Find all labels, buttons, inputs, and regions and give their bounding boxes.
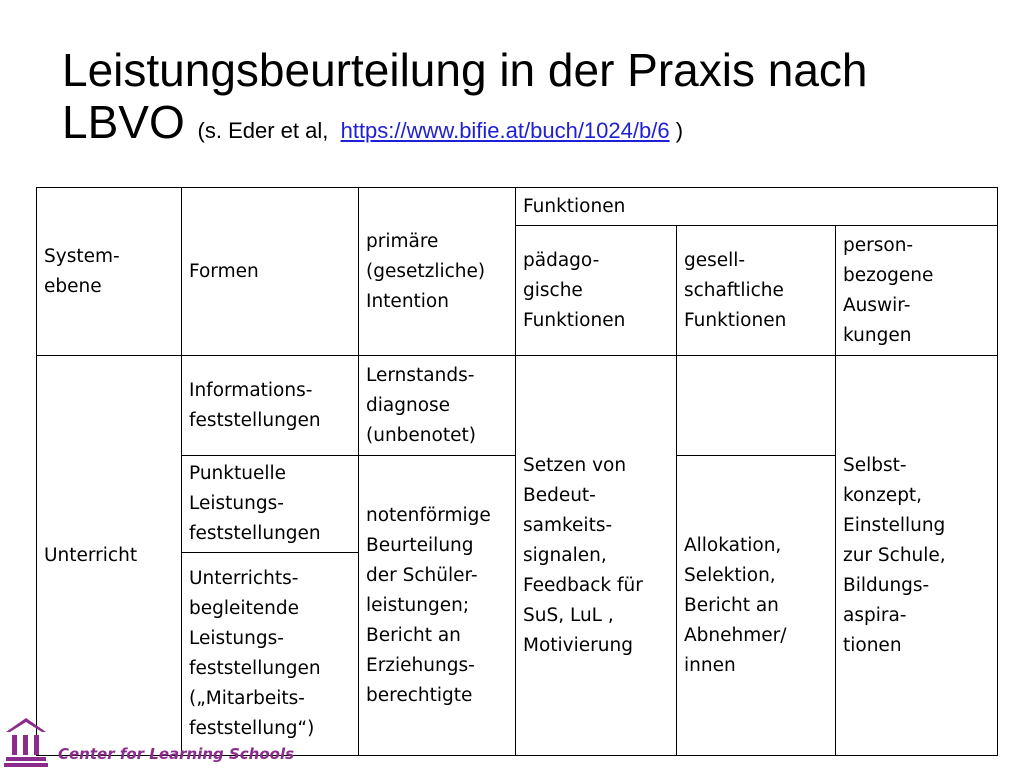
source-citation — [198, 118, 684, 143]
header-systemebene: System- ebene — [37, 188, 182, 356]
cell-intention-notenfoermige-beurteilung: notenförmige Beurteilung der Schüler- leistungen; Bericht an Erziehungs- berechtigte — [359, 456, 516, 756]
header-paedagogische-funktionen: pädago- gische Funktionen — [516, 226, 677, 356]
cell-gesellschaftliche-funktionen: Allokation, Selektion, Bericht an Abnehmer/ innen — [677, 456, 836, 756]
header-personbezogene-auswirkungen: person- bezogene Auswir- kungen — [836, 226, 998, 356]
source-prefix: (s. Eder et al, — [197, 118, 329, 143]
cell-systemebene-unterricht: Unterricht — [37, 356, 182, 756]
cell-personbezogene-auswirkungen: Selbst- konzept, Einstellung zur Schule, Bildungs- aspira- tionen — [836, 356, 998, 756]
source-suffix: ) — [675, 118, 684, 143]
cell-form-punktuelle-leistungsfeststellungen: Punktuelle Leistungs- feststellungen — [182, 456, 359, 553]
title-line-2: LBVO — [62, 96, 185, 148]
header-intention: primäre (gesetzliche) Intention — [359, 188, 516, 356]
cell-intention-lernstandsdiagnose: Lernstands- diagnose (unbenotet) — [359, 356, 516, 456]
cell-form-informationsfeststellungen: Informations- feststellungen — [182, 356, 359, 456]
slide-title — [62, 44, 1002, 157]
header-gesellschaftliche-funktionen: gesell- schaftliche Funktionen — [677, 226, 836, 356]
logo-text: Center for Learning Schools — [58, 745, 295, 763]
school-building-icon — [2, 712, 50, 768]
source-link[interactable]: https://www.bifie.at/buch/1024/b/6 — [340, 118, 670, 143]
header-formen: Formen — [182, 188, 359, 356]
title-line-1: Leistungsbeurteilung in der Praxis nach — [62, 44, 868, 96]
cell-paedagogische-funktionen: Setzen von Bedeut- samkeits- signalen, Feedback für SuS, LuL , Motivierung — [516, 356, 677, 756]
header-funktionen: Funktionen — [516, 188, 998, 226]
assessment-table — [36, 187, 998, 756]
cell-gesellschaftliche-empty — [677, 356, 836, 456]
cell-form-unterrichtsbegleitende-feststellungen: Unterrichts- begleitende Leistungs- feststellungen („Mitarbeits- feststellung“) — [182, 553, 359, 756]
